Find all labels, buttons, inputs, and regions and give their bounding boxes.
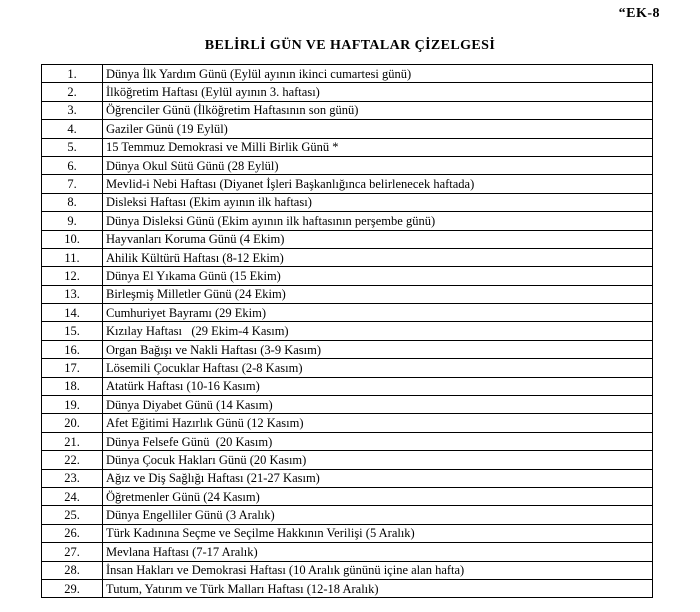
row-number: 17. — [42, 359, 103, 377]
row-description: Dünya Çocuk Hakları Günü (20 Kasım) — [103, 451, 653, 469]
row-description: Disleksi Haftası (Ekim ayının ilk haftası) — [103, 193, 653, 211]
table-body — [42, 65, 653, 598]
table-row — [42, 414, 653, 432]
row-description: Türk Kadınına Seçme ve Seçilme Hakkının Verilişi (5 Aralık) — [103, 524, 653, 542]
table-row — [42, 83, 653, 101]
table-row — [42, 248, 653, 266]
row-number: 27. — [42, 543, 103, 561]
row-description: Hayvanları Koruma Günü (4 Ekim) — [103, 230, 653, 248]
row-description: Cumhuriyet Bayramı (29 Ekim) — [103, 304, 653, 322]
table-row — [42, 377, 653, 395]
row-number: 18. — [42, 377, 103, 395]
table-row — [42, 432, 653, 450]
row-description: Dünya Engelliler Günü (3 Aralık) — [103, 506, 653, 524]
table-row — [42, 101, 653, 119]
row-number: 1. — [42, 65, 103, 83]
row-number: 16. — [42, 340, 103, 358]
row-description: Dünya Okul Sütü Günü (28 Eylül) — [103, 156, 653, 174]
row-description: Dünya Diyabet Günü (14 Kasım) — [103, 396, 653, 414]
row-description: İnsan Hakları ve Demokrasi Haftası (10 Aralık gününü içine alan hafta) — [103, 561, 653, 579]
table-row — [42, 156, 653, 174]
row-number: 25. — [42, 506, 103, 524]
row-number: 3. — [42, 101, 103, 119]
table-row — [42, 230, 653, 248]
row-description: Öğrenciler Günü (İlköğretim Haftasının son günü) — [103, 101, 653, 119]
table-row — [42, 451, 653, 469]
row-description: Kızılay Haftası (29 Ekim-4 Kasım) — [103, 322, 653, 340]
row-number: 15. — [42, 322, 103, 340]
table-row — [42, 304, 653, 322]
table-row — [42, 120, 653, 138]
row-number: 11. — [42, 248, 103, 266]
table-row — [42, 487, 653, 505]
table-row — [42, 212, 653, 230]
row-number: 2. — [42, 83, 103, 101]
row-number: 24. — [42, 487, 103, 505]
row-number: 29. — [42, 579, 103, 597]
table-row — [42, 469, 653, 487]
table-row — [42, 285, 653, 303]
row-number: 5. — [42, 138, 103, 156]
special-days-table — [41, 64, 653, 598]
row-number: 28. — [42, 561, 103, 579]
row-description: Mevlid-i Nebi Haftası (Diyanet İşleri Başkanlığınca belirlenecek haftada) — [103, 175, 653, 193]
row-number: 22. — [42, 451, 103, 469]
row-description: Dünya İlk Yardım Günü (Eylül ayının ikinci cumartesi günü) — [103, 65, 653, 83]
table-row — [42, 340, 653, 358]
row-number: 14. — [42, 304, 103, 322]
row-description: Birleşmiş Milletler Günü (24 Ekim) — [103, 285, 653, 303]
row-number: 9. — [42, 212, 103, 230]
row-description: Lösemili Çocuklar Haftası (2-8 Kasım) — [103, 359, 653, 377]
row-description: Mevlana Haftası (7-17 Aralık) — [103, 543, 653, 561]
row-number: 6. — [42, 156, 103, 174]
row-number: 4. — [42, 120, 103, 138]
row-number: 19. — [42, 396, 103, 414]
row-description: Atatürk Haftası (10-16 Kasım) — [103, 377, 653, 395]
row-number: 12. — [42, 267, 103, 285]
row-description: 15 Temmuz Demokrasi ve Milli Birlik Günü * — [103, 138, 653, 156]
table-row — [42, 175, 653, 193]
table-row — [42, 193, 653, 211]
row-number: 20. — [42, 414, 103, 432]
table-row — [42, 561, 653, 579]
table-row — [42, 396, 653, 414]
table-row — [42, 506, 653, 524]
row-number: 10. — [42, 230, 103, 248]
table-row — [42, 543, 653, 561]
row-description: Ahilik Kültürü Haftası (8-12 Ekim) — [103, 248, 653, 266]
table-row — [42, 138, 653, 156]
row-description: Öğretmenler Günü (24 Kasım) — [103, 487, 653, 505]
annex-label: “EK-8 — [618, 6, 660, 21]
row-description: Organ Bağışı ve Nakli Haftası (3-9 Kasım) — [103, 340, 653, 358]
row-description: Dünya Felsefe Günü (20 Kasım) — [103, 432, 653, 450]
table-row — [42, 359, 653, 377]
table-row — [42, 322, 653, 340]
table-row — [42, 65, 653, 83]
row-number: 26. — [42, 524, 103, 542]
row-description: İlköğretim Haftası (Eylül ayının 3. haftası) — [103, 83, 653, 101]
row-number: 13. — [42, 285, 103, 303]
row-description: Tutum, Yatırım ve Türk Malları Haftası (12-18 Aralık) — [103, 579, 653, 597]
table-row — [42, 267, 653, 285]
row-description: Dünya El Yıkama Günü (15 Ekim) — [103, 267, 653, 285]
table-row — [42, 524, 653, 542]
row-description: Gaziler Günü (19 Eylül) — [103, 120, 653, 138]
row-number: 8. — [42, 193, 103, 211]
row-number: 7. — [42, 175, 103, 193]
row-description: Afet Eğitimi Hazırlık Günü (12 Kasım) — [103, 414, 653, 432]
page-title: BELİRLİ GÜN VE HAFTALAR ÇİZELGESİ — [204, 38, 496, 53]
row-number: 21. — [42, 432, 103, 450]
row-number: 23. — [42, 469, 103, 487]
row-description: Dünya Disleksi Günü (Ekim ayının ilk haftasının perşembe günü) — [103, 212, 653, 230]
row-description: Ağız ve Diş Sağlığı Haftası (21-27 Kasım) — [103, 469, 653, 487]
table-row — [42, 579, 653, 597]
